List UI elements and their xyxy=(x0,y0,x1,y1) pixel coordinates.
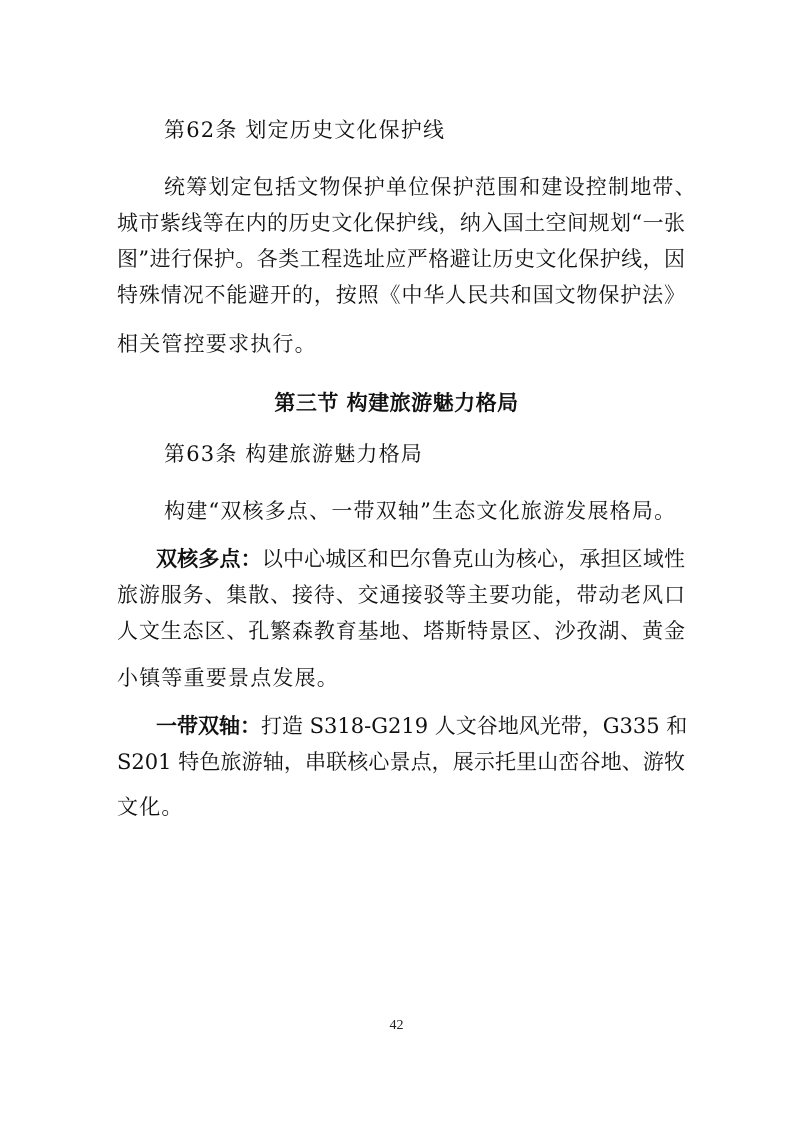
page-number: 42 xyxy=(389,1018,404,1033)
article-62-line-5: 相关管控要求执行。 xyxy=(117,332,317,356)
article-63-heading: 第63条 构建旅游魅力格局 xyxy=(164,442,423,466)
article-62-heading: 第62条 划定历史文化保护线 xyxy=(164,118,446,142)
article-62-line-1: 统筹划定包括文物保护单位保护范围和建设控制地带、 xyxy=(164,175,697,199)
para-1-text-1: 以中心城区和巴尔鲁克山为核心，承担区域性 xyxy=(261,547,686,571)
para-2-label: 一带双轴： xyxy=(156,713,261,738)
section-title: 第三节 构建旅游魅力格局 xyxy=(274,391,519,415)
article-63-intro: 构建“双核多点、一带双轴”生态文化旅游发展格局。 xyxy=(164,499,677,523)
article-62-line-2: 城市紫线等在内的历史文化保护线，纳入国土空间规划“一张 xyxy=(117,211,685,235)
para-1-line-3: 人文生态区、孔繁森教育基地、塔斯特景区、沙孜湖、黄金 xyxy=(117,619,685,643)
article-62-line-4: 特殊情况不能避开的，按照《中华人民共和国文物保护法》 xyxy=(117,283,685,307)
para-2-line-1 xyxy=(156,712,688,740)
para-2-line-2: S201 特色旅游轴，串联核心景点，展示托里山峦谷地、游牧 xyxy=(117,750,685,774)
article-62-line-3: 图”进行保护。各类工程选址应严格避让历史文化保护线，因 xyxy=(117,247,685,271)
para-2-text-1: 打造 S318-G219 人文谷地风光带，G335 和 xyxy=(261,714,688,738)
para-1-line-2: 旅游服务、集散、接待、交通接驳等主要功能，带动老风口 xyxy=(117,583,685,607)
para-1-label: 双核多点： xyxy=(156,546,262,571)
para-2-line-3: 文化。 xyxy=(117,795,184,819)
para-1-line-1 xyxy=(156,545,685,573)
para-1-line-4: 小镇等重要景点发展。 xyxy=(117,666,339,690)
